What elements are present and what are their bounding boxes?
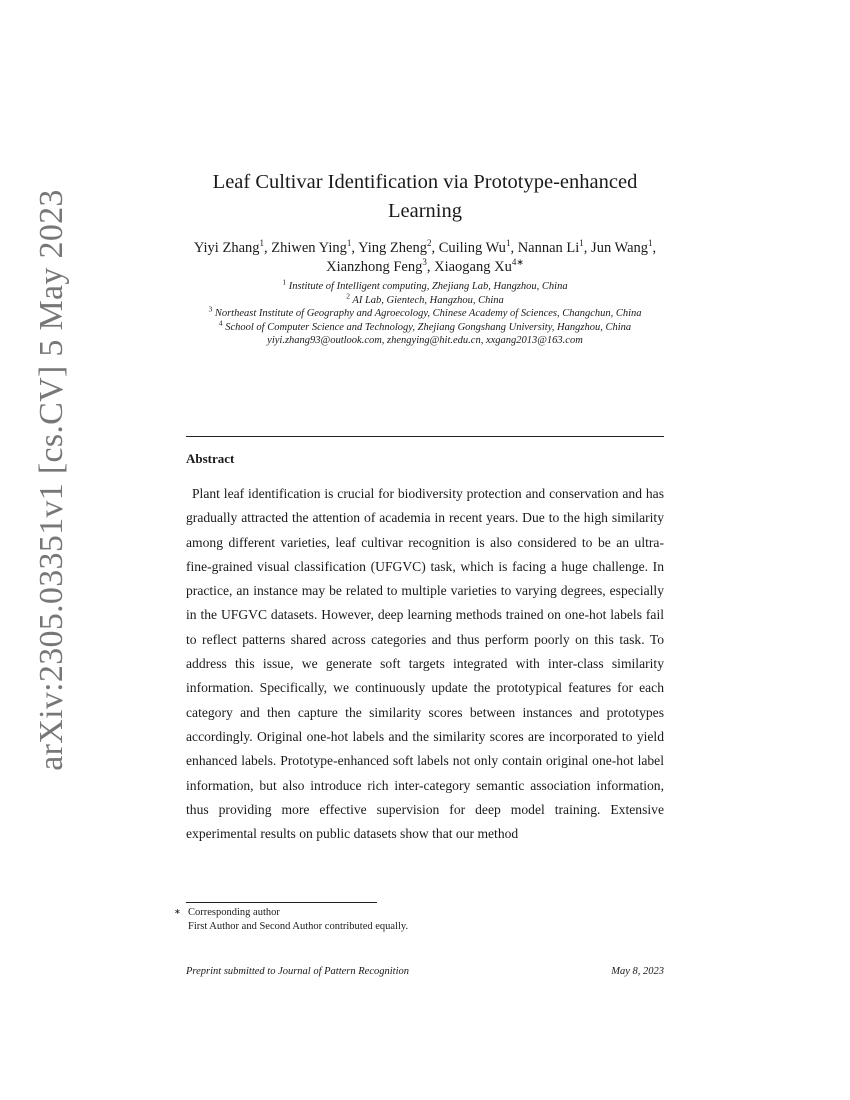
footnote: First Author and Second Author contributed equally. <box>188 920 409 932</box>
author: Xiaogang $Xu^{4∗}$ <box>434 257 524 275</box>
author: Nannan Li$^1$, <box>517 238 592 256</box>
affiliation-list <box>186 277 664 348</box>
title-line-1: Leaf Cultivar Identification via Prototype-enhanced <box>212 171 638 193</box>
footnotes <box>172 906 672 933</box>
author-list <box>186 239 664 277</box>
author: Cuiling Wu$^1$, <box>438 238 518 256</box>
arxiv-identifier: arXiv:2305.03351v1 [cs.CV] 5 May 2023 <box>33 189 70 771</box>
affiliation: $^3$ Northeast Institute of Geography and Agroecology, Chinese Academy of Sciences, Changchun, China <box>208 304 642 319</box>
author: Xianzhong Feng$^3$, <box>326 257 435 275</box>
affiliation: $^1$ Institute of Intelligent computing, Zhejiang Lab, Hangzhou, China <box>282 277 568 292</box>
affiliation: $^4$ School of Computer Science and Technology, Zhejiang Gongshang University, Hangzhou, China <box>218 318 632 333</box>
footnote: ∗ Corresponding author <box>174 907 280 918</box>
submission-date: May 8, 2023 <box>611 966 664 977</box>
abstract-rule <box>186 436 664 437</box>
abstract-heading: Abstract <box>186 451 235 466</box>
title-line-2: Learning <box>388 200 462 222</box>
footnote-rule <box>186 902 377 903</box>
author: Yiyi Zhang$^1$, <box>193 238 272 256</box>
author-emails: yiyi.zhang93@outlook.com, zhengying@hit.edu.cn, xxgang2013@163.com <box>267 335 583 346</box>
author: Zhiwen Ying$^1$, <box>271 238 359 256</box>
affiliation: $^2$ AI Lab, Gientech, Hangzhou, China <box>346 291 504 306</box>
paper-title <box>186 168 664 226</box>
author: Jun Wang$^1$, <box>591 238 657 256</box>
abstract-body: Plant leaf identification is crucial for biodiversity protection and conservation and has gradually attracted the attention of academia in recent years. Due to the high similarity among different varieties, leaf cultivar recognition is also considered to be an ultra-fine-grained visual classification (UFGVC) task, which is facing a huge challenge. In practice, an instance may be related to multiple varieties to varying degrees, especially in the UFGVC datasets. However, deep learning methods trained on one-hot labels fail to reflect patterns shared across categories and thus perform poorly on this task. To address this issue, we generate soft targets integrated with inter-class similarity information. Specifically, we continuously update the prototypical features for each category and then capture the similarity scores between instances and prototypes accordingly. Original one-hot labels and the similarity scores are incorporated to yield enhanced labels. Prototype-enhanced soft labels not only contain original one-hot label information, but also introduce rich inter-category semantic association information, thus providing more effective supervision for deep model training. Extensive experimental results on public datasets show that our method <box>186 486 664 842</box>
preprint-notice: Preprint submitted to Journal of Pattern Recognition <box>186 966 410 977</box>
author: Ying Zheng$^2$, <box>358 238 439 256</box>
